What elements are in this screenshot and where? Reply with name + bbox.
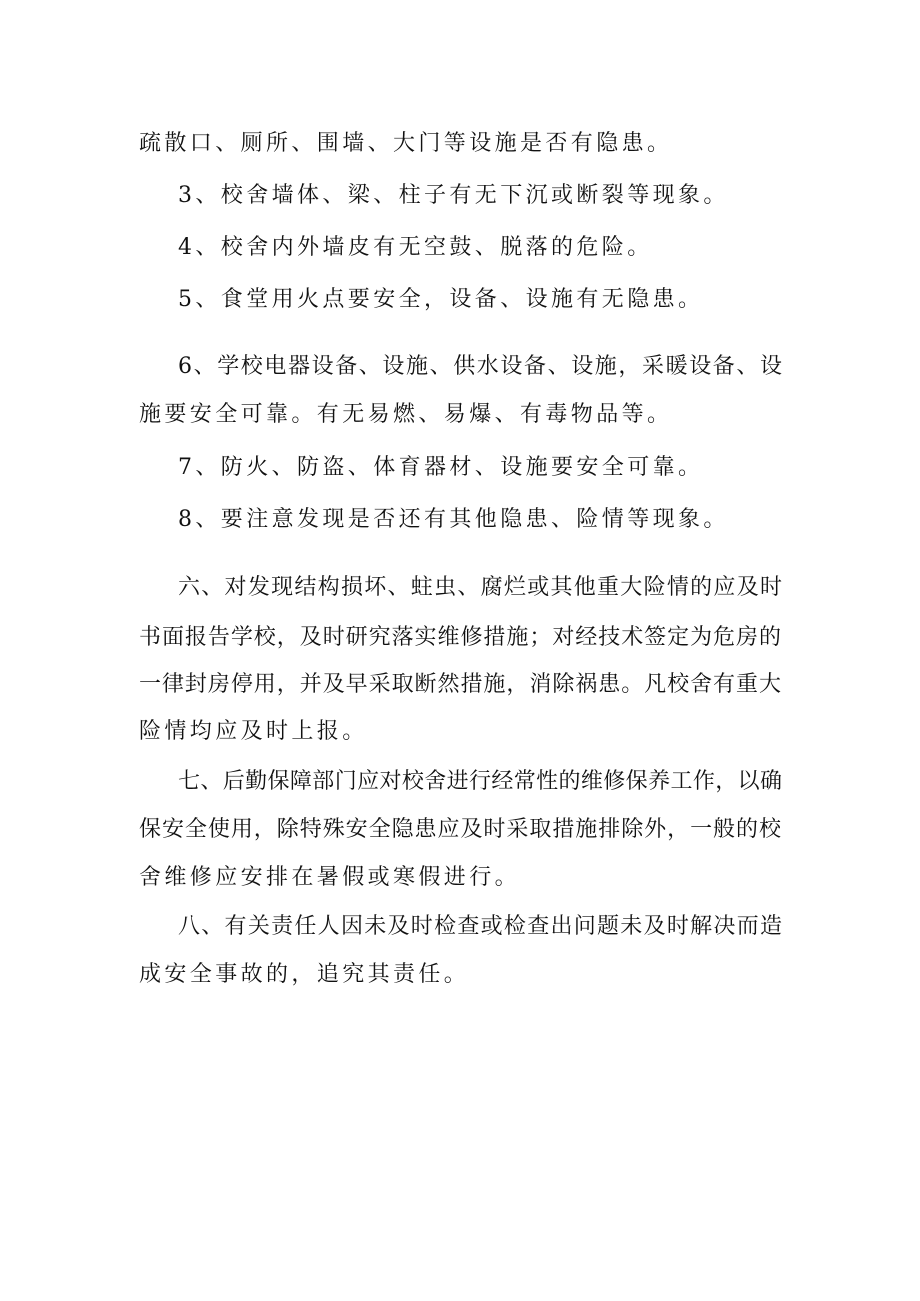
- text-line: 保安全使用，除特殊安全隐患应及时采取措施排除外，一般的校: [139, 817, 781, 842]
- text-line: 书面报告学校，及时研究落实维修措施；对经技术签定为危房的: [139, 625, 781, 650]
- text-line: 7、防火、防盗、体育器材、设施要安全可靠。: [178, 455, 704, 480]
- text-line: 险情均应及时上报。: [139, 719, 368, 744]
- text-line: 8、要注意发现是否还有其他隐患、险情等现象。: [178, 507, 729, 532]
- text-line: 六、对发现结构损坏、蛀虫、腐烂或其他重大险情的应及时: [178, 575, 782, 600]
- text-line: 6、学校电器设备、设施、供水设备、设施，采暖设备、设: [178, 354, 782, 379]
- text-line: 七、后勤保障部门应对校舍进行经常性的维修保养工作，以确: [178, 769, 782, 794]
- text-line: 一律封房停用，并及早采取断然措施，消除祸患。凡校舍有重大: [139, 672, 781, 697]
- text-line: 成安全事故的，追究其责任。: [139, 962, 470, 987]
- text-line: 八、有关责任人因未及时检查或检查出问题未及时解决而造: [178, 914, 782, 939]
- text-line: 舍维修应安排在暑假或寒假进行。: [139, 865, 521, 890]
- text-line: 4、校舍内外墙皮有无空鼓、脱落的危险。: [178, 235, 653, 260]
- text-line: 疏散口、厕所、围墙、大门等设施是否有隐患。: [139, 131, 673, 156]
- text-line: 5、食堂用火点要安全，设备、设施有无隐患。: [178, 287, 704, 312]
- text-line: 3、校舍墙体、梁、柱子有无下沉或断裂等现象。: [178, 183, 729, 208]
- text-line: 施要安全可靠。有无易燃、易爆、有毒物品等。: [139, 402, 673, 427]
